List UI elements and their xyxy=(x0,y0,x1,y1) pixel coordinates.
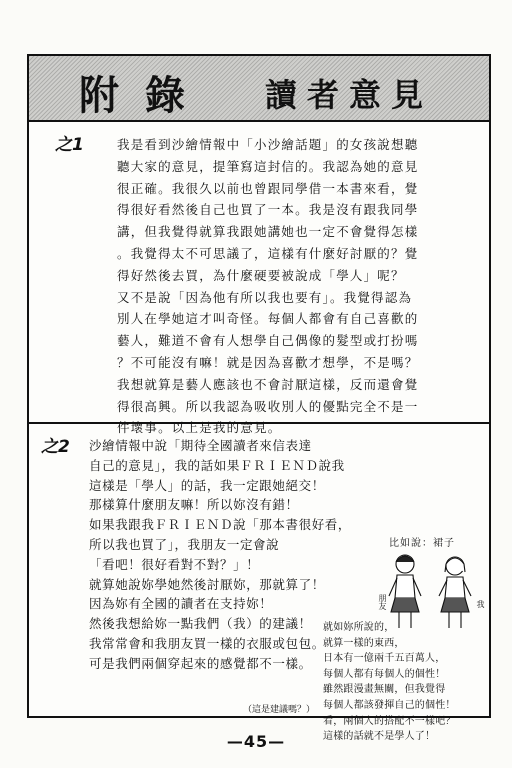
banner-subtitle: 讀者意見 xyxy=(265,76,434,114)
text-line: 得好然後去買，為什麼硬要被說成「學人」呢？ xyxy=(117,267,405,283)
girl-me-figure xyxy=(439,557,471,628)
text-line: 那樣算什麼朋友嘛！所以妳沒有錯！ xyxy=(89,497,299,513)
label-me: 我 xyxy=(476,600,485,608)
label-friend: 朋友 xyxy=(378,594,387,610)
figure-caption: 比如說：裙子 xyxy=(389,538,455,549)
sidebar-line: 就如妳所說的， xyxy=(323,622,395,633)
girl-friend-figure xyxy=(389,555,421,628)
text-line: 因為妳有全國的讀者在支持妳！ xyxy=(89,596,273,612)
text-line: 「看吧！很好看對不對？」！ xyxy=(89,556,260,572)
text-line: 如果我跟我ＦＲＩＥＮＤ說「那本書很好看， xyxy=(89,517,352,533)
text-line: 就算她說妳學她然後討厭妳，那就算了！ xyxy=(89,576,325,592)
text-line: 這樣是「學人」的話，我一定跟她絕交！ xyxy=(89,477,325,493)
text-line: 我常常會和我朋友買一樣的衣服或包包。 xyxy=(89,635,325,651)
section-label-2: 之2 xyxy=(41,437,70,457)
sidebar-line: 這樣的話就不是學人了！ xyxy=(323,731,436,743)
section-label-1: 之1 xyxy=(55,135,84,155)
text-line: 別人在學她這才叫奇怪。每個人都會有自己喜歡的 xyxy=(117,311,419,327)
text-line: 然後我想給妳一點我們（我）的建議！ xyxy=(89,616,312,632)
sidebar-line: 每個人都有每個人的個性！ xyxy=(323,668,446,680)
text-line: 自己的意見」，我的話如果ＦＲＩＥＮＤ說我 xyxy=(89,457,345,473)
sidebar-line: 雖然跟漫畫無關，但我覺得 xyxy=(323,684,446,696)
handwritten-note: （這是建議嗎？） xyxy=(243,705,316,715)
text-line: 件壞事。以上是我的意見。 xyxy=(117,420,282,436)
text-line: 講，但我覺得就算我跟她講她也一定不會覺得怎樣 xyxy=(117,224,419,240)
text-line: 得很好看然後自己也買了一本。我是沒有跟我同學 xyxy=(117,202,419,218)
text-line: 又不是說「因為他有所以我也要有」。我覺得認為 xyxy=(117,289,413,305)
text-line: 沙繪情報中說「期待全國讀者來信表達 xyxy=(89,438,312,453)
text-line: 可是我們兩個穿起來的感覺都不一樣。 xyxy=(89,655,312,671)
reader-opinion-1 xyxy=(29,122,489,436)
text-line: 聽大家的意見，提筆寫這封信的。我認為她的意見 xyxy=(117,158,419,174)
sidebar-line: 日本有一億兩千五百萬人， xyxy=(323,653,446,665)
opinion-1-body xyxy=(117,134,475,439)
sidebar-line: 看，兩個人的搭配不一樣吧？ xyxy=(323,715,456,727)
text-line: 我是看到沙繪情報中「小沙繪話題」的女孩說想聽 xyxy=(117,137,419,152)
text-line: 很正確。我很久以前也曾跟同學借一本書來看，覺 xyxy=(117,180,419,196)
text-line: 得很高興。所以我認為吸收別人的優點完全不是一 xyxy=(117,398,419,414)
sidebar-line: 就算一樣的東西， xyxy=(323,637,405,649)
text-line: 所以我也買了」，我朋友一定會說 xyxy=(89,536,280,552)
text-line: ？不可能沒有嘛！就是因為喜歡才想學，不是嗎？ xyxy=(117,354,419,370)
page-number: —45— xyxy=(226,732,286,751)
text-line: 我想就算是藝人應該也不會討厭這樣，反而還會覺 xyxy=(117,376,419,392)
sidebar-comment xyxy=(323,620,493,745)
appendix-banner xyxy=(29,56,489,122)
sidebar-line: 每個人都該發揮自己的個性！ xyxy=(323,699,456,711)
banner-title: 附錄 xyxy=(79,72,211,119)
text-line: 。我覺得太不可思議了，這樣有什麼好討厭的？覺 xyxy=(117,245,419,261)
text-line: 藝人，難道不會有人想學自己偶像的髮型或打扮嗎 xyxy=(117,333,419,349)
